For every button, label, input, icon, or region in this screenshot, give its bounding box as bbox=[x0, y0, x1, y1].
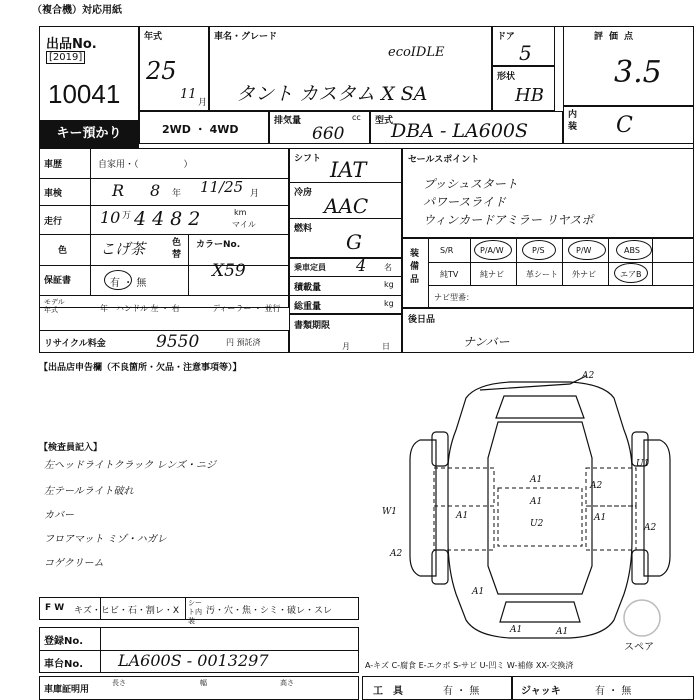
inspection-date: 11/25 bbox=[200, 178, 244, 196]
load-label: 積載量 bbox=[294, 283, 322, 293]
jack-value: 有 ・ 無 bbox=[595, 686, 632, 697]
score-value: 3.5 bbox=[614, 55, 662, 90]
warranty-label: 保証書 bbox=[44, 276, 72, 286]
color-label: 色 bbox=[58, 246, 68, 256]
fw-items: キズ・ヒビ・石・割レ・X bbox=[74, 606, 179, 616]
circle-ps bbox=[522, 240, 556, 260]
equip-paw: P/A/W bbox=[480, 246, 504, 255]
dealer-label: ディーラー ・ 並行 bbox=[212, 304, 281, 313]
sales-points-label: セールスポイント bbox=[408, 155, 480, 165]
jack-label: ジャッキ bbox=[521, 686, 561, 697]
color-value: こげ茶 bbox=[100, 240, 146, 258]
docs-day: 日 bbox=[382, 342, 390, 351]
score-label: 評価点 bbox=[594, 32, 640, 42]
history-label: 車歴 bbox=[44, 160, 63, 170]
lot-number: 10041 bbox=[48, 79, 121, 109]
garage-row bbox=[39, 676, 359, 700]
equipment-label: 装備品 bbox=[410, 249, 420, 285]
displacement-label: 排気量 bbox=[274, 116, 302, 126]
circle-paw bbox=[474, 240, 512, 260]
equip-ext-navi: 外ナビ bbox=[572, 270, 596, 279]
mark-a1-center2: A1 bbox=[530, 497, 543, 507]
inspection-date-unit: 月 bbox=[250, 189, 260, 199]
mark-a2-left: A2 bbox=[390, 549, 403, 559]
mileage-unit-mile: マイル bbox=[232, 220, 256, 229]
mileage-man: 10 bbox=[100, 208, 121, 227]
mileage-value: 4482 bbox=[134, 208, 207, 230]
type-cell bbox=[370, 111, 563, 144]
month-value: 11 bbox=[180, 87, 197, 102]
windshield-outline bbox=[496, 396, 584, 418]
month-unit: 月 bbox=[198, 98, 208, 108]
type-value: DBA - LA600S bbox=[391, 120, 529, 142]
mark-a1-rear: A1 bbox=[510, 625, 523, 635]
shape-cell bbox=[492, 66, 555, 111]
circle-abs bbox=[616, 240, 652, 260]
car-body-outline bbox=[448, 382, 632, 638]
aircon-label: 冷房 bbox=[294, 188, 313, 198]
grade-value: ecoIDLE bbox=[388, 45, 445, 60]
rear-window-outline bbox=[500, 602, 580, 622]
garage-length: 長さ bbox=[112, 679, 126, 687]
year-value: 25 bbox=[146, 57, 177, 85]
recycle-value: 9550 bbox=[156, 332, 200, 352]
post-items-value: ナンバー bbox=[463, 335, 510, 349]
mark-u2: U2 bbox=[530, 519, 544, 529]
recycle-label: リサイクル料金 bbox=[44, 339, 106, 349]
inspector-note-5: コゲクリーム bbox=[44, 558, 104, 569]
inspection-year: 8 bbox=[150, 181, 161, 200]
docs-label: 書類期限 bbox=[294, 321, 331, 331]
equip-abs: ABS bbox=[624, 246, 640, 255]
declaration-label: 【出品店申告欄（不良箇所・欠品・注意事項等）】 bbox=[39, 363, 242, 373]
aircon-value: AAC bbox=[324, 194, 369, 218]
lot-year: [2019] bbox=[46, 51, 85, 64]
equip-ps: P/S bbox=[532, 246, 545, 255]
drive-cell bbox=[139, 111, 269, 144]
sales-point-1: プッシュスタート bbox=[423, 177, 518, 191]
model-year-label: モデル年式 bbox=[44, 298, 65, 314]
inspector-note-3: カバー bbox=[44, 510, 74, 521]
docs-cell bbox=[289, 314, 402, 353]
mark-a2-right: A2 bbox=[590, 481, 603, 491]
mark-a2-top: A2 bbox=[582, 371, 595, 381]
fuel-label: 燃料 bbox=[294, 224, 313, 234]
docs-month: 月 bbox=[342, 342, 350, 351]
car-roof-outline bbox=[488, 422, 592, 594]
mileage-unit-km: km bbox=[234, 208, 247, 217]
door-cell bbox=[492, 26, 555, 66]
equip-tv: 純TV bbox=[440, 270, 459, 279]
door-label: ドア bbox=[497, 32, 515, 42]
year-label: 年式 bbox=[144, 32, 163, 42]
sales-points bbox=[402, 148, 694, 238]
post-items bbox=[402, 308, 694, 353]
form-title: （複合機）対応用紙 bbox=[32, 5, 122, 16]
wheel-rear-right bbox=[632, 550, 648, 584]
shift-label: シフト bbox=[294, 154, 322, 164]
capacity-label: 乗車定員 bbox=[294, 263, 326, 272]
inspector-note-4: フロアマット ミゾ・ハガレ bbox=[44, 534, 167, 545]
shape-value: HB bbox=[515, 85, 544, 106]
handle-label: 年 ハンドル 左 ・ 右 bbox=[100, 304, 180, 313]
name-value: タント カスタム X SA bbox=[236, 83, 428, 105]
mileage-man-unit: 万 bbox=[122, 211, 132, 221]
type-label: 型式 bbox=[375, 116, 394, 126]
wheel-front-left bbox=[432, 432, 448, 466]
post-items-label: 後日品 bbox=[408, 315, 436, 325]
mileage-label: 走行 bbox=[44, 217, 63, 227]
equip-pw: P/W bbox=[576, 246, 592, 255]
capacity-unit: 名 bbox=[384, 263, 392, 272]
circle-pw bbox=[568, 240, 606, 260]
fw-row bbox=[39, 597, 359, 625]
legend-text: A-キズ C-腐食 E-エクボ S-サビ U-凹ミ W-補修 XX-交換済 bbox=[365, 661, 574, 670]
warranty-circle bbox=[104, 270, 132, 290]
inspection-label: 車検 bbox=[44, 189, 63, 199]
equip-navi: 純ナビ bbox=[480, 270, 504, 279]
interior-value: C bbox=[616, 113, 633, 138]
inspector-label: 【検査員記入】 bbox=[39, 443, 103, 453]
sales-point-2: パワースライド bbox=[423, 195, 507, 209]
score-box bbox=[563, 26, 694, 106]
mark-a2-right2: A2 bbox=[644, 523, 657, 533]
mark-a1-right: A1 bbox=[594, 513, 607, 523]
circle-airbag bbox=[614, 263, 648, 283]
equip-leather: 革シート bbox=[526, 270, 558, 279]
garage-width: 幅 bbox=[200, 679, 207, 687]
lot-label: 出品No. bbox=[46, 37, 97, 52]
warranty-options: 有 ・ 無 bbox=[110, 278, 147, 289]
inspection-year-unit: 年 bbox=[172, 189, 182, 199]
inspection-era: R bbox=[112, 181, 125, 200]
mark-a1-center: A1 bbox=[530, 475, 543, 485]
navi-label: ナビ型番： bbox=[434, 293, 474, 302]
garage-label: 車庫証明用 bbox=[44, 685, 90, 695]
paint-label: 色替 bbox=[172, 238, 182, 260]
car-diagram bbox=[380, 370, 694, 658]
seat-items: 汚・穴・焦・シミ・破レ・スレ bbox=[206, 606, 333, 616]
history-value: 自家用・（ ） bbox=[98, 160, 193, 170]
key-badge: キー預かり bbox=[39, 120, 139, 148]
inspector-note-2: 左テールライト破れ bbox=[44, 486, 134, 497]
door-value: 5 bbox=[519, 41, 532, 65]
wheel-rear-left bbox=[432, 550, 448, 584]
displacement-unit: cc bbox=[352, 113, 361, 122]
mark-w1: W1 bbox=[382, 507, 397, 517]
recycle-suffix: 円 預託済 bbox=[226, 338, 261, 347]
displacement-cell bbox=[269, 111, 370, 144]
equip-airbag: エアB bbox=[620, 270, 642, 279]
name-cell bbox=[209, 26, 492, 111]
chassis-value: LA600S - 0013297 bbox=[118, 651, 269, 670]
interior-label: 内装 bbox=[568, 110, 578, 132]
mark-u1: U1 bbox=[636, 459, 650, 469]
equip-sr: S/R bbox=[440, 246, 454, 255]
mark-a1-left: A1 bbox=[456, 511, 469, 521]
garage-height: 高さ bbox=[280, 679, 294, 687]
load-unit: kg bbox=[384, 280, 394, 289]
gross-label: 総重量 bbox=[294, 302, 322, 312]
capacity-value: 4 bbox=[356, 256, 367, 275]
tools-label: 工 具 bbox=[373, 686, 403, 697]
name-label: 車名・グレード bbox=[214, 32, 278, 42]
mark-a1-bottom: A1 bbox=[472, 587, 485, 597]
zone-left-front bbox=[434, 468, 494, 506]
spare-wheel-icon bbox=[624, 600, 660, 636]
sales-point-3: ウィンカードアミラー リヤスポ bbox=[423, 213, 594, 227]
mark-a1-rear2: A1 bbox=[556, 627, 569, 637]
spare-label: スペア bbox=[624, 642, 654, 653]
jack-cell bbox=[512, 676, 694, 700]
shape-label: 形状 bbox=[497, 72, 516, 82]
colorno-label: カラーNo. bbox=[196, 240, 241, 250]
year-cell bbox=[139, 26, 209, 111]
registration-label: 登録No. bbox=[44, 636, 84, 647]
chassis-label: 車台No. bbox=[44, 659, 84, 670]
gross-unit: kg bbox=[384, 299, 394, 308]
seat-label: シート内装 bbox=[188, 599, 202, 625]
tools-value: 有 ・ 無 bbox=[443, 686, 480, 697]
displacement-value: 660 bbox=[312, 124, 345, 144]
fuel-value: G bbox=[346, 230, 362, 254]
interior-box bbox=[563, 106, 694, 144]
shift-value: IAT bbox=[330, 158, 367, 182]
colorno-value: X59 bbox=[212, 261, 246, 281]
drive-label: 2WD ・ 4WD bbox=[162, 123, 239, 136]
recycle-cell bbox=[39, 330, 289, 353]
tools-cell bbox=[362, 676, 512, 700]
inspector-note-1: 左ヘッドライトクラック レンズ・ニジ bbox=[44, 460, 216, 471]
fw-label: F W bbox=[45, 603, 65, 613]
